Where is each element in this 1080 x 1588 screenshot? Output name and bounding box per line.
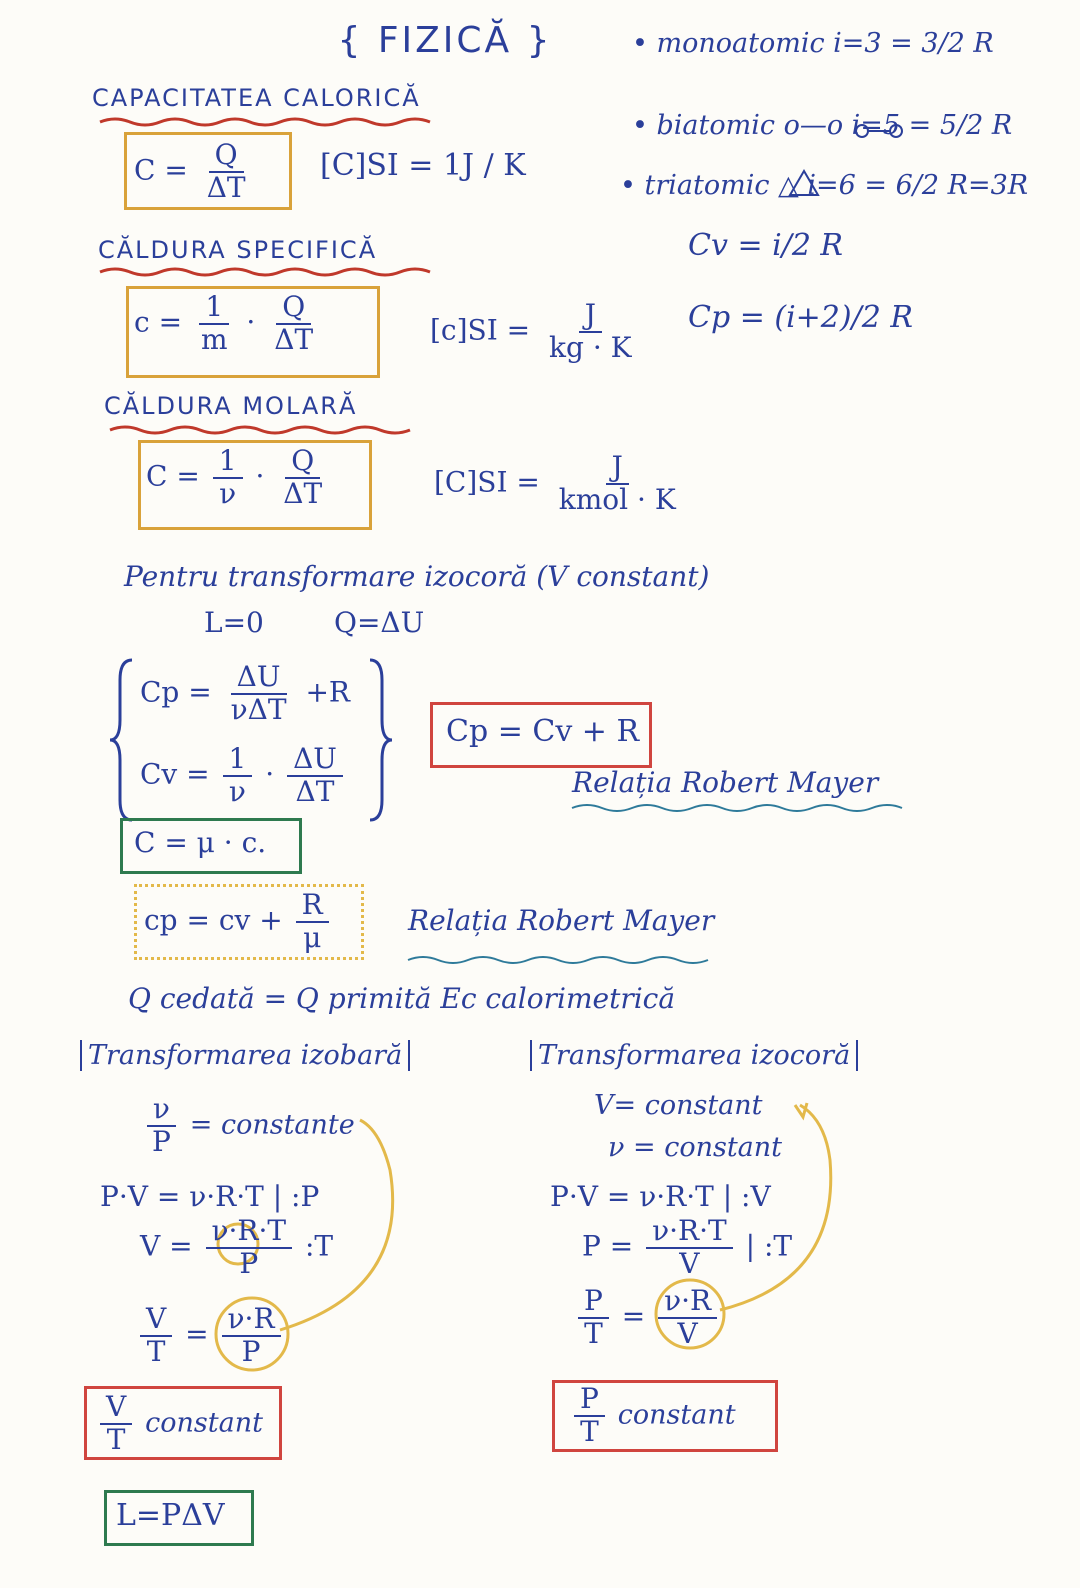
isochoric-l4-rest: | :T: [745, 1229, 793, 1263]
sys-cp-lhs: Cp =: [140, 675, 212, 709]
cp-specific-num: R: [296, 890, 329, 923]
spec-frac1: [195, 292, 234, 356]
title-brace-left: {: [337, 20, 364, 61]
isobaric-l1-den: P: [152, 1124, 171, 1158]
isochoric-l5-rhs: [658, 1286, 717, 1350]
heading-molara: CĂLDURA MOLARĂ: [104, 392, 358, 420]
isobaric-l4-lhs: [140, 1304, 172, 1368]
heat-equals-du: Q=ΔU: [334, 606, 425, 639]
molar-unit-num: J: [606, 452, 629, 485]
note-cp: Cp = (i+2)/2 R: [688, 300, 913, 335]
formula-molara: [146, 446, 332, 510]
isobaric-l4-num: ν·R: [222, 1304, 281, 1337]
isobaric-l3-num: ν·R·T: [206, 1216, 293, 1249]
isobaric-result: [96, 1392, 263, 1456]
isobaric-line2: P·V = ν·R·T | :P: [100, 1180, 320, 1213]
isochoric-line2: ν = constant: [608, 1132, 783, 1163]
note-cv: Cv = i/2 R: [688, 228, 844, 263]
isochoric-result-frac: [574, 1384, 605, 1448]
sys-cp-plus: +R: [305, 675, 350, 709]
isochoric-l4-den: V: [679, 1246, 700, 1280]
isobaric-result-rest: constant: [145, 1407, 263, 1439]
isobaric-result-frac: [100, 1392, 132, 1456]
molar-frac2: [277, 446, 328, 510]
unit-specifica: [430, 300, 642, 364]
sys-cv-f1-num: 1: [223, 744, 253, 777]
cp-specific-den: μ: [303, 920, 322, 954]
formula-specifica: [134, 292, 323, 356]
formula-mayer: Cp = Cv + R: [446, 714, 640, 749]
calorimetric-equation: Q cedată = Q primită Ec calorimetrică: [128, 982, 676, 1015]
formula-work: L=PΔV: [116, 1498, 225, 1533]
isochoric-line5: [574, 1286, 721, 1350]
molar-f1-den: ν: [219, 476, 237, 510]
isochoric-l5-lhs: [578, 1286, 609, 1350]
note-biatomic: • biatomic o—o i=5 = 5/2 R: [632, 110, 1013, 141]
formula-capacitate: [134, 140, 256, 204]
unit-capacitate: [C]SI = 1J / K: [320, 148, 526, 183]
spec-f2-den: ΔT: [274, 322, 314, 356]
note-monoatomic: • monoatomic i=3 = 3/2 R: [632, 28, 994, 59]
molar-dot: ·: [255, 459, 265, 493]
isobaric-line4: [136, 1304, 285, 1368]
spec-frac2: [268, 292, 319, 356]
isochoric-line4: [582, 1216, 792, 1280]
spec-dot: ·: [246, 305, 256, 339]
spec-unit-frac: [543, 300, 638, 364]
molar-f2-num: Q: [285, 446, 320, 479]
spec-unit-num: J: [579, 300, 602, 333]
heading-isobaric: Transformarea izobară: [80, 1040, 410, 1071]
unit-molara: [434, 452, 686, 516]
page-title: [335, 18, 555, 64]
molar-f2-den: ΔT: [283, 476, 323, 510]
sys-cp-den: νΔT: [230, 692, 287, 726]
molar-unit-den: kmol · K: [558, 482, 676, 516]
isobaric-l4-den: P: [241, 1334, 261, 1368]
sys-cv-dot: ·: [265, 757, 275, 791]
isochoric-result-rest: constant: [617, 1399, 736, 1431]
heading-isochoric: Transformarea izocoră: [530, 1040, 858, 1071]
isochoric-result-den: T: [580, 1414, 599, 1448]
isobaric-result-num: V: [100, 1392, 132, 1425]
cap-lhs: C =: [134, 153, 188, 187]
spec-unit-lhs: [c]SI =: [430, 313, 531, 347]
isochoric-l5-lhs-num: P: [578, 1286, 609, 1319]
isobaric-l1-frac: [146, 1094, 177, 1158]
spec-unit-den: kg · K: [549, 330, 632, 364]
isobaric-l3-frac: [206, 1216, 293, 1280]
molar-lhs: C =: [146, 459, 200, 493]
isochoric-result-num: P: [574, 1384, 605, 1417]
spec-f1-den: m: [200, 322, 228, 356]
sys-cv-f1-den: ν: [228, 774, 246, 808]
isochoric-line1: V= constant: [594, 1090, 763, 1121]
isochoric-intro: Pentru transformare izocoră (V constant): [124, 560, 710, 593]
isobaric-l3-den: P: [239, 1246, 259, 1280]
formula-cp-specific: [144, 890, 333, 954]
isobaric-l4-rhs: [222, 1304, 281, 1368]
isobaric-l4-lhs-den: T: [146, 1334, 166, 1368]
heading-specifica: CĂLDURA SPECIFICĂ: [98, 236, 378, 264]
isochoric-l4-frac: [646, 1216, 733, 1280]
sys-cv-frac2: [287, 744, 343, 808]
molar-f1-num: 1: [213, 446, 243, 479]
title-text: FIZICĂ: [377, 20, 513, 61]
molar-unit-lhs: [C]SI =: [434, 465, 540, 499]
isobaric-l1-num: ν: [147, 1094, 176, 1127]
isochoric-l4-num: ν·R·T: [646, 1216, 733, 1249]
sys-cv-f2-den: ΔT: [295, 774, 335, 808]
spec-lhs: c =: [134, 305, 183, 339]
isobaric-l4-lhs-num: V: [140, 1304, 172, 1337]
isobaric-l3-rest: :T: [305, 1229, 334, 1263]
molar-unit-frac: [553, 452, 682, 516]
isobaric-l1-rest: = constante: [189, 1109, 355, 1141]
isochoric-l4-lhs: P =: [582, 1229, 634, 1263]
label-mayer: Relația Robert Mayer: [572, 766, 879, 799]
isochoric-l5-eq: =: [621, 1299, 646, 1333]
sys-cp-num: ΔU: [231, 662, 287, 695]
isobaric-line3: [140, 1216, 333, 1280]
isochoric-l5-den: V: [677, 1316, 698, 1350]
work-zero: L=0: [204, 606, 264, 639]
cap-num: Q: [209, 140, 244, 173]
heading-capacitate: CAPACITATEA CALORICĂ: [92, 84, 421, 112]
isochoric-line3: P·V = ν·R·T | :V: [550, 1180, 771, 1213]
sys-cp-frac: [225, 662, 293, 726]
isobaric-l3-lhs: V =: [140, 1229, 193, 1263]
molar-frac1: [213, 446, 243, 510]
formula-cv-system: [140, 744, 347, 808]
cap-den: ΔT: [206, 170, 246, 204]
isochoric-l5-num: ν·R: [658, 1286, 717, 1319]
formula-cp-system: [140, 662, 350, 726]
isochoric-result: [570, 1384, 736, 1448]
isobaric-result-den: T: [106, 1422, 126, 1456]
title-brace-right: }: [526, 20, 553, 61]
note-triatomic: • triatomic △ i=6 = 6/2 R=3R: [620, 170, 1029, 201]
sys-cv-frac1: [223, 744, 253, 808]
spec-f1-num: 1: [199, 292, 229, 325]
isobaric-line1: [142, 1094, 355, 1158]
label-mayer-2: Relația Robert Mayer: [408, 904, 715, 937]
spec-f2-num: Q: [276, 292, 311, 325]
isobaric-l4-eq: =: [185, 1317, 209, 1351]
sys-cv-lhs: Cv =: [140, 757, 210, 791]
cp-specific-lhs: cp = cv +: [144, 903, 283, 937]
sys-cv-f2-num: ΔU: [287, 744, 343, 777]
isochoric-l5-lhs-den: T: [584, 1316, 603, 1350]
cp-specific-frac: [296, 890, 329, 954]
formula-c-mu: C = μ · c.: [134, 826, 267, 859]
cap-fraction: [201, 140, 252, 204]
